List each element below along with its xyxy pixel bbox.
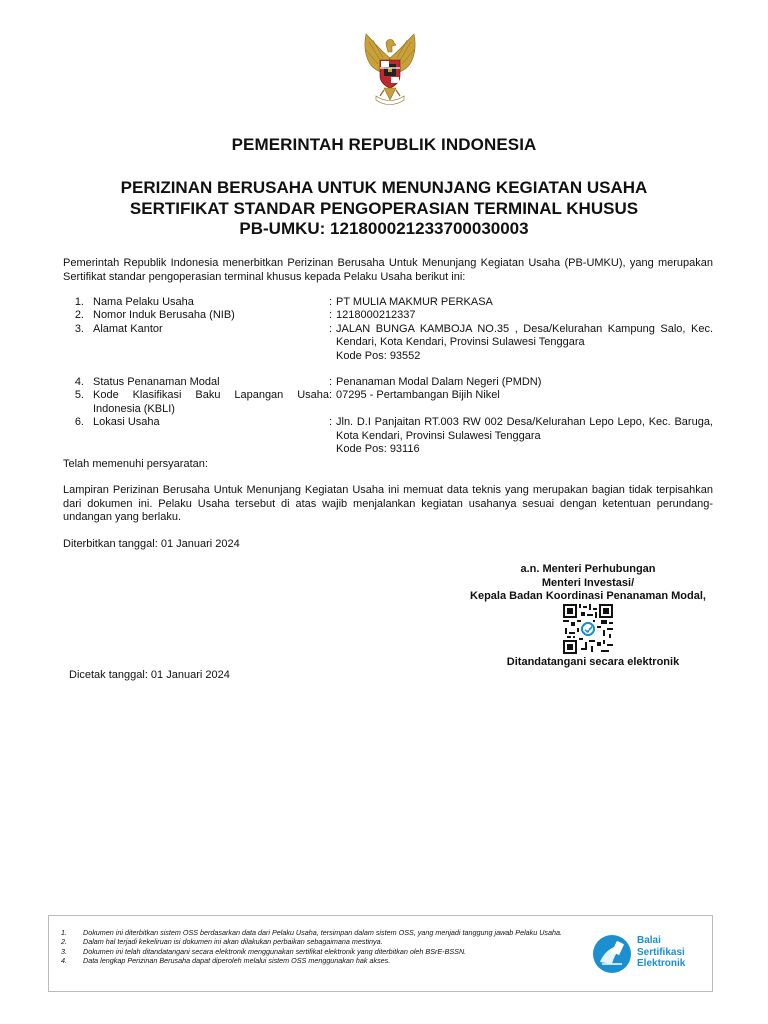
field-row-business-location bbox=[63, 416, 713, 456]
field-separator: : bbox=[329, 389, 333, 402]
field-label: Nomor Induk Berusaha (NIB) bbox=[93, 309, 235, 322]
field-separator: : bbox=[329, 416, 333, 429]
pb-umku-number: PB-UMKU: 121800021233700030003 bbox=[239, 219, 529, 238]
field-value: Penanaman Modal Dalam Negeri (PMDN) bbox=[336, 376, 542, 389]
signatory-line: Menteri Investasi/ bbox=[541, 576, 635, 589]
field-label: Kode Klasifikasi Baku Lapangan Usaha Indonesia (KBLI) bbox=[93, 389, 329, 415]
footer-note: 1. Dokumen ini diterbitkan sistem OSS berdasarkan data dari Pelaku Usaha, tersimpan dalam sistem OSS, yang menjadi tanggung jawab Pelaku Usaha. bbox=[61, 928, 563, 937]
field-separator: : bbox=[329, 309, 333, 322]
printed-date: Dicetak tanggal: 01 Januari 2024 bbox=[69, 669, 230, 681]
field-value: PT MULIA MAKMUR PERKASA bbox=[336, 296, 493, 308]
footer-note: 2. Dalam hal terjadi kekeliruan isi dokumen ini akan dilakukan perbaikan sebagaimana mestinya. bbox=[61, 937, 383, 947]
attachment-paragraph: Lampiran Perizinan Berusaha Untuk Menunjang Kegiatan Usaha ini memuat data teknis yang merupakan bagian tidak terpisahkan dari dokumen ini. Pelaku Usaha tersebut di atas wajib menjalankan kegiatan usahanya sesuai dengan ketentuan perundang-undangan yang berlaku. bbox=[63, 484, 713, 523]
qr-code-icon bbox=[563, 604, 613, 654]
field-number: 1. bbox=[74, 296, 84, 308]
field-number: 3. bbox=[74, 322, 84, 335]
field-separator: : bbox=[329, 376, 333, 389]
intro-paragraph: Pemerintah Republik Indonesia menerbitkan Perizinan Berusaha Untuk Menunjang Kegiatan Usaha (PB-UMKU), yang merupakan Sertifikat standar pengoperasian terminal khusus kepada Pelaku Usaha berikut ini: bbox=[63, 257, 713, 283]
government-title: PEMERINTAH REPUBLIK INDONESIA bbox=[231, 135, 537, 154]
bsre-logo-icon bbox=[592, 934, 632, 974]
field-number: 6. bbox=[74, 416, 84, 429]
field-row-office-address bbox=[63, 323, 713, 363]
field-value: JALAN BUNGA KAMBOJA NO.35 , Desa/Kelurahan Kampung Salo, Kec. Kendari, Kota Kendari, Provinsi Sulawesi Tenggara Kode Pos: 93552 bbox=[336, 322, 713, 362]
field-row-nib bbox=[63, 309, 713, 322]
field-number: 4. bbox=[74, 376, 84, 389]
field-label: Nama Pelaku Usaha bbox=[93, 296, 194, 308]
field-value: 1218000212337 bbox=[336, 309, 416, 322]
document-title bbox=[0, 178, 768, 240]
bsre-logo-text: Balai Sertifikasi Elektronik bbox=[637, 935, 686, 969]
footer-notes bbox=[61, 928, 576, 966]
garuda-emblem-icon bbox=[350, 30, 430, 110]
field-label: Lokasi Usaha bbox=[93, 416, 160, 429]
signatory-line: a.n. Menteri Perhubungan bbox=[520, 563, 656, 575]
field-label: Status Penanaman Modal bbox=[93, 376, 220, 389]
field-value: Jln. D.I Panjaitan RT.003 RW 002 Desa/Kelurahan Lepo Lepo, Kec. Baruga, Kota Kendari, Provinsi Sulawesi Tenggara Kode Pos: 93116 bbox=[336, 416, 713, 456]
field-row-investment-status bbox=[63, 376, 713, 389]
field-number: 2. bbox=[74, 309, 84, 322]
signatory-line: Kepala Badan Koordinasi Penanaman Modal, bbox=[470, 590, 706, 602]
field-row-business-name bbox=[63, 296, 713, 309]
footer-note: 3. Dokumen ini telah ditandatangani secara elektronik menggunakan sertifikat elektronik yang diterbitkan oleh BSrE-BSSN. bbox=[61, 946, 467, 956]
title-line-2: SERTIFIKAT STANDAR PENGOPERASIAN TERMINAL KHUSUS bbox=[129, 198, 639, 218]
title-line-1: PERIZINAN BERUSAHA UNTUK MENUNJANG KEGIATAN USAHA bbox=[120, 178, 648, 197]
field-separator: : bbox=[329, 296, 333, 308]
field-row-kbli bbox=[63, 389, 713, 416]
signatory-block bbox=[440, 563, 736, 604]
field-separator: : bbox=[329, 322, 333, 335]
bsre-logo bbox=[592, 932, 708, 976]
footer-box bbox=[48, 915, 713, 992]
footer-note: 4. Data lengkap Perizinan Berusaha dapat diperoleh melalui sistem OSS menggunakan hak akses. bbox=[61, 956, 391, 966]
business-fields bbox=[63, 296, 713, 456]
signed-electronically: Ditandatangani secara elektronik bbox=[506, 656, 680, 668]
field-label: Alamat Kantor bbox=[93, 322, 163, 335]
field-number: 5. bbox=[74, 389, 84, 402]
requirements-text: Telah memenuhi persyaratan: bbox=[63, 458, 208, 470]
field-value: 07295 - Pertambangan Bijih Nikel bbox=[336, 389, 500, 402]
issued-date: Diterbitkan tanggal: 01 Januari 2024 bbox=[63, 538, 240, 550]
